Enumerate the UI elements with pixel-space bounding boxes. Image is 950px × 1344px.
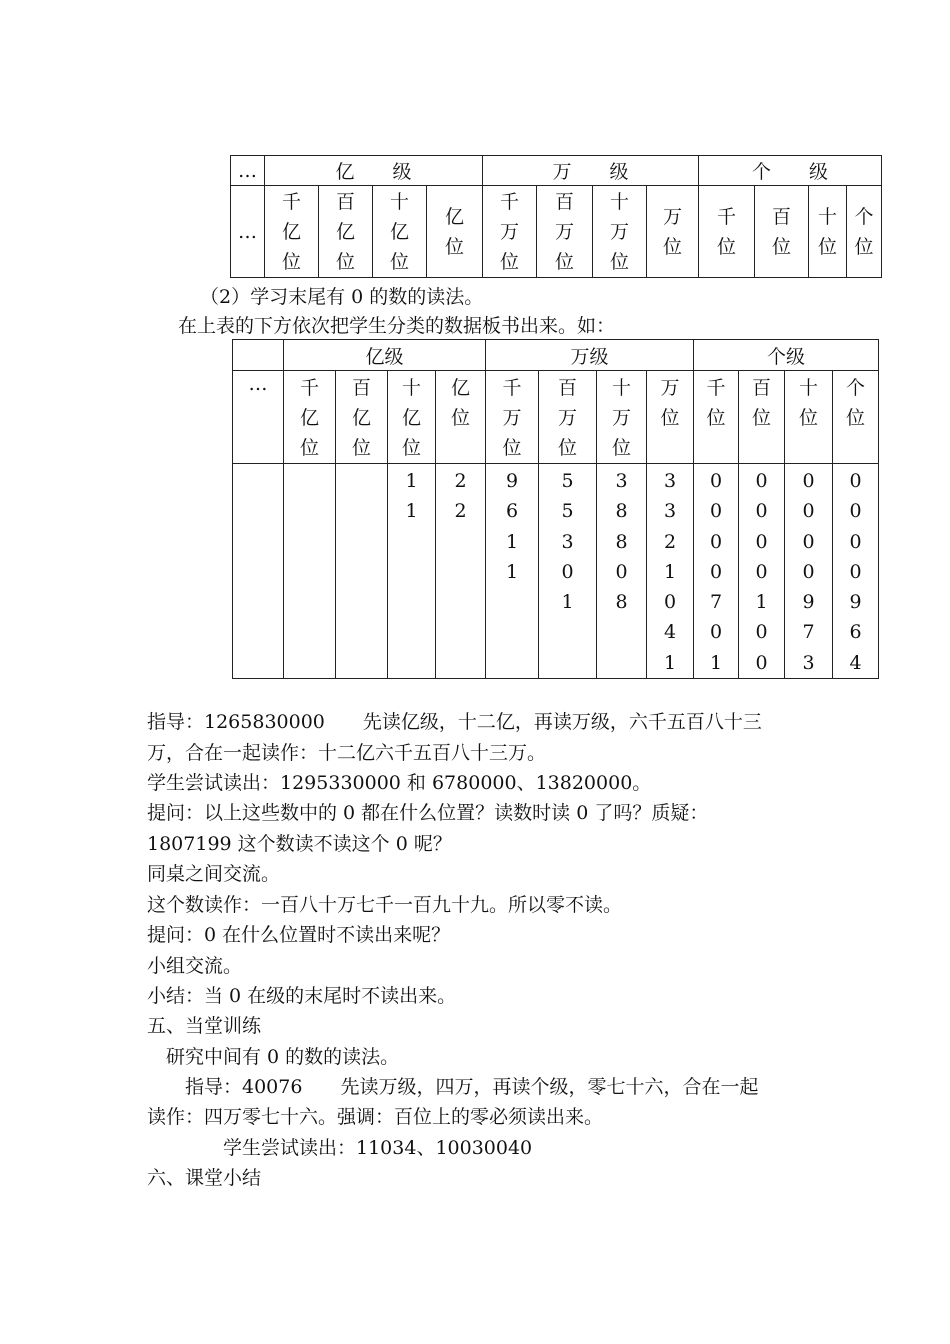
place-char: 位 (451, 407, 471, 429)
place-char: 百 (335, 190, 355, 213)
place-char: 位 (610, 250, 630, 273)
place-char: 亿 (451, 377, 471, 399)
place-header (755, 186, 809, 278)
digit: 5 (561, 470, 574, 492)
place-char: 位 (401, 437, 421, 459)
line-2: （2）学习末尾有 0 的数的读法。 (200, 286, 484, 308)
place-char: 万 (663, 205, 683, 228)
place-char: 位 (555, 250, 575, 273)
digit: 7 (709, 591, 723, 614)
place-char: 位 (846, 407, 866, 429)
digit-column (284, 464, 336, 679)
place-char: 千 (500, 190, 520, 213)
digit: 2 (454, 470, 467, 492)
place-char: 千 (717, 205, 737, 228)
digit: 1 (505, 530, 519, 553)
digit-column (739, 464, 785, 679)
place-header (593, 186, 647, 278)
digit-column (388, 464, 436, 679)
place-char: 万 (558, 407, 578, 429)
digit: 0 (709, 470, 723, 492)
digit: 1 (405, 470, 418, 492)
place-char: 位 (389, 250, 409, 273)
place-char: 十 (612, 377, 632, 399)
group-yi: 亿 级 (265, 156, 483, 186)
digit: 8 (615, 500, 628, 523)
place-header (265, 186, 319, 278)
digit: 9 (802, 591, 815, 614)
digit-column (539, 464, 597, 679)
place-char: 万 (555, 220, 575, 243)
place-header (537, 186, 593, 278)
digit: 8 (615, 591, 628, 614)
digit: 0 (755, 651, 768, 674)
place-char: 个 (846, 377, 866, 399)
place-char: 亿 (401, 407, 421, 429)
digit: 0 (755, 621, 768, 644)
place-char: 位 (752, 407, 772, 429)
digit: 0 (755, 560, 768, 583)
place-char: 亿 (389, 220, 409, 243)
place-char: 百 (752, 377, 772, 399)
digit-column (785, 464, 833, 679)
place-header (539, 371, 597, 464)
place-char: 位 (500, 250, 520, 273)
digit-column (486, 464, 539, 679)
digit: 9 (849, 591, 862, 614)
place-char: 万 (502, 407, 522, 429)
place-header (427, 186, 483, 278)
place-char: 亿 (281, 220, 301, 243)
digit: 0 (849, 500, 862, 523)
place-header (483, 186, 537, 278)
place-char: 个 (854, 205, 874, 228)
place-char: 百 (558, 377, 578, 399)
place-header (436, 371, 486, 464)
digit: 0 (663, 591, 677, 614)
place-char: 亿 (335, 220, 355, 243)
digit: 0 (802, 530, 815, 553)
digit: 6 (849, 621, 862, 644)
digit: 3 (663, 500, 677, 523)
digit-column (833, 464, 879, 679)
digit: 5 (561, 500, 574, 523)
line-3: 在上表的下方依次把学生分类的数据板书出来。如： (178, 315, 616, 337)
place-char: 位 (854, 235, 874, 258)
place-header (699, 186, 755, 278)
place-char: 位 (445, 235, 465, 258)
place-char: 位 (706, 407, 726, 429)
place-header (319, 186, 373, 278)
place-char: 位 (660, 407, 680, 429)
text-line: 1807199 这个数读不读这个 0 呢？ (147, 833, 452, 855)
digit: 0 (802, 560, 815, 583)
digit: 0 (802, 500, 815, 523)
place-header (388, 371, 436, 464)
text-line: 读作：四万零七十六。强调：百位上的零必须读出来。 (147, 1106, 604, 1128)
digit: 4 (849, 651, 862, 674)
digit: 0 (709, 560, 723, 583)
place-header (486, 371, 539, 464)
digit: 0 (849, 470, 862, 492)
place-char: 位 (818, 235, 838, 258)
ellipsis-cell: … (231, 156, 265, 186)
place-char: 百 (555, 190, 575, 213)
blank-cell (233, 464, 284, 679)
digit: 8 (615, 530, 628, 553)
place-header (647, 186, 699, 278)
text-line: 提问：以上这些数中的 0 都在什么位置？读数时读 0 了吗？质疑： (147, 802, 709, 824)
text-line: 指导：1265830000 先读亿级，十二亿，再读万级，六千五百八十三 (147, 711, 762, 733)
place-char: 亿 (351, 407, 371, 429)
place-char: 十 (401, 377, 421, 399)
digit: 0 (709, 621, 723, 644)
place-char: 位 (612, 437, 632, 459)
digit: 6 (505, 500, 519, 523)
place-header (809, 186, 847, 278)
place-header (373, 186, 427, 278)
text-line: 万，合在一起读作：十二亿六千五百八十三万。 (147, 742, 547, 764)
digit: 3 (802, 651, 815, 674)
place-char: 位 (502, 437, 522, 459)
group-ge: 个 级 (699, 156, 882, 186)
place-char: 百 (772, 205, 792, 228)
place-char: 十 (610, 190, 630, 213)
digit-column (436, 464, 486, 679)
place-header (336, 371, 388, 464)
place-char: 千 (299, 377, 319, 399)
place-char: 百 (351, 377, 371, 399)
ellipsis-cell: … (233, 371, 284, 464)
ellipsis-cell: … (231, 186, 265, 278)
digit-column (647, 464, 694, 679)
place-header (739, 371, 785, 464)
digit-column (694, 464, 739, 679)
place-char: 位 (799, 407, 819, 429)
text-line: 同桌之间交流。 (147, 863, 281, 885)
place-char: 十 (389, 190, 409, 213)
digit: 1 (663, 560, 677, 583)
place-char: 千 (706, 377, 726, 399)
place-char: 十 (818, 205, 838, 228)
digit: 3 (615, 470, 628, 492)
place-header (847, 186, 882, 278)
place-header (284, 371, 336, 464)
digit: 0 (709, 500, 723, 523)
place-char: 位 (299, 437, 319, 459)
place-char: 位 (335, 250, 355, 273)
digit: 0 (709, 530, 723, 553)
place-char: 千 (281, 190, 301, 213)
digit: 0 (802, 470, 815, 492)
digit: 3 (561, 530, 574, 553)
text-line: 六、课堂小结 (147, 1167, 262, 1189)
place-header (694, 371, 739, 464)
place-char: 亿 (299, 407, 319, 429)
text-line: 小结：当 0 在级的末尾时不读出来。 (147, 985, 457, 1007)
digit: 1 (663, 651, 677, 674)
text-line: 这个数读作：一百八十万七千一百九十九。所以零不读。 (147, 894, 623, 916)
group-yi: 亿级 (284, 340, 486, 371)
digit: 3 (663, 470, 677, 492)
group-wan: 万级 (486, 340, 694, 371)
place-header (647, 371, 694, 464)
text-line: 学生尝试读出：11034、10030040 (147, 1137, 533, 1159)
text-line: 五、当堂训练 (147, 1015, 262, 1037)
digit: 0 (755, 530, 768, 553)
digit: 1 (561, 591, 574, 614)
place-value-table-2 (232, 339, 879, 679)
place-char: 万 (612, 407, 632, 429)
place-header (833, 371, 879, 464)
place-char: 位 (281, 250, 301, 273)
place-char: 位 (351, 437, 371, 459)
digit: 0 (755, 500, 768, 523)
digit: 0 (755, 470, 768, 492)
blank-cell (233, 340, 284, 371)
digit: 1 (755, 591, 768, 614)
digit: 1 (405, 500, 418, 523)
place-char: 万 (660, 377, 680, 399)
place-header (597, 371, 647, 464)
place-char: 位 (663, 235, 683, 258)
text-line: 学生尝试读出：1295330000 和 6780000、13820000。 (147, 772, 652, 794)
place-char: 万 (610, 220, 630, 243)
place-char: 亿 (445, 205, 465, 228)
digit-column (597, 464, 647, 679)
digit: 7 (802, 621, 815, 644)
place-char: 位 (558, 437, 578, 459)
text-line: 提问：0 在什么位置时不读出来呢？ (147, 924, 451, 946)
digit: 9 (505, 470, 519, 492)
digit-column (336, 464, 388, 679)
place-char: 万 (500, 220, 520, 243)
text-line: 小组交流。 (147, 955, 243, 977)
place-header (785, 371, 833, 464)
text-line: 研究中间有 0 的数的读法。 (147, 1046, 400, 1068)
digit: 2 (454, 500, 467, 523)
group-wan: 万 级 (483, 156, 699, 186)
place-value-table-1 (230, 155, 882, 278)
group-ge: 个级 (694, 340, 879, 371)
text-line: 指导：40076 先读万级，四万，再读个级，零七十六，合在一起 (147, 1076, 759, 1098)
digit: 4 (663, 621, 677, 644)
digit: 0 (849, 530, 862, 553)
place-char: 十 (799, 377, 819, 399)
digit: 0 (849, 560, 862, 583)
digit: 1 (709, 651, 723, 674)
place-char: 位 (717, 235, 737, 258)
digit: 0 (561, 560, 574, 583)
digit: 2 (663, 530, 677, 553)
place-char: 位 (772, 235, 792, 258)
digit: 1 (505, 560, 519, 583)
place-char: 千 (502, 377, 522, 399)
digit: 0 (615, 560, 628, 583)
